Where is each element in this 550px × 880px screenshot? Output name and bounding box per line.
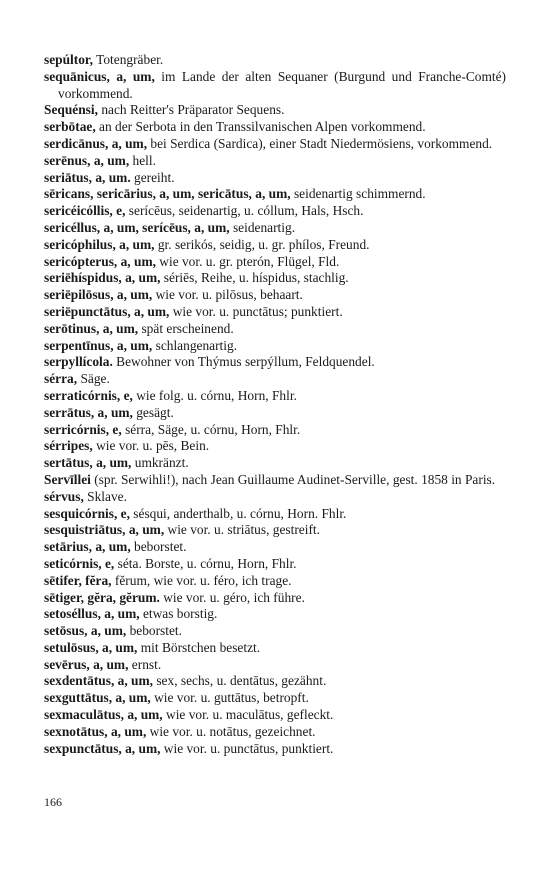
entry-lemma: sētifer, fĕra, <box>44 572 112 588</box>
entry-lemma: sexmaculātus, a, um, <box>44 707 163 723</box>
entry-lemma: serpyllícola. <box>44 354 113 370</box>
entry-lemma: serpentīnus, a, um, <box>44 337 153 353</box>
entry-definition: wie vor. u. striātus, gestreift. <box>164 522 320 538</box>
entry-definition: hell. <box>129 152 156 168</box>
entry <box>44 590 506 607</box>
entry <box>44 254 506 271</box>
entry <box>44 69 506 103</box>
entry-definition: wie folg. u. córnu, Horn, Fhlr. <box>132 387 297 403</box>
entry-lemma: sericéllus, a, um, serícēus, a, um, <box>44 219 230 235</box>
entry-lemma: sericópterus, a, um, <box>44 253 156 269</box>
entry <box>44 405 506 422</box>
entry-lemma: sérripes, <box>44 438 93 454</box>
entry <box>44 606 506 623</box>
entry-definition: gereiht. <box>130 169 175 185</box>
entry <box>44 556 506 573</box>
entry <box>44 338 506 355</box>
entry-definition: beborstet. <box>126 623 182 639</box>
entry <box>44 270 506 287</box>
entry-definition: sériēs, Reihe, u. híspidus, stachlig. <box>160 270 349 286</box>
entry-definition: bei Serdica (Sardica), einer Stadt Niedermösiens, vorkommend. <box>147 135 493 151</box>
entry <box>44 287 506 304</box>
entry-lemma: serōtinus, a, um, <box>44 320 139 336</box>
entry-definition: umkränzt. <box>131 455 189 471</box>
entry-lemma: sepúltor, <box>44 52 93 67</box>
entry-definition: Totengräber. <box>93 52 164 67</box>
entry-definition: séta. Borste, u. córnu, Horn, Fhlr. <box>114 555 297 571</box>
entry-definition: sérra, Säge, u. córnu, Horn, Fhlr. <box>121 421 301 437</box>
entry-definition: (spr. Serwihli!), nach Jean Guillaume Audinet-Serville, gest. 1858 in Paris. <box>90 471 496 487</box>
entry-definition: Sklave. <box>83 488 127 504</box>
entry-list <box>44 52 506 757</box>
entry-lemma: serēnus, a, um, <box>44 152 130 168</box>
entry-definition: seidenartig schimmernd. <box>290 186 426 202</box>
entry <box>44 220 506 237</box>
entry <box>44 539 506 556</box>
entry <box>44 136 506 153</box>
entry-lemma: Servīllei <box>44 471 91 487</box>
entry-lemma: setoséllus, a, um, <box>44 606 140 622</box>
entry <box>44 472 506 489</box>
entry-lemma: sérra, <box>44 371 78 387</box>
entry-definition: wie vor. u. géro, ich führe. <box>159 589 305 605</box>
entry-definition: sésqui, anderthalb, u. córnu, Horn. Fhlr. <box>129 505 347 521</box>
entry-definition: fĕrum, wie vor. u. féro, ich trage. <box>111 572 292 588</box>
entry-lemma: sexpunctātus, a, um, <box>44 740 161 756</box>
entry <box>44 741 506 758</box>
entry <box>44 203 506 220</box>
entry-lemma: seticórnis, e, <box>44 555 115 571</box>
dictionary-page <box>44 52 506 757</box>
entry <box>44 153 506 170</box>
entry <box>44 388 506 405</box>
entry <box>44 438 506 455</box>
entry-lemma: sertātus, a, um, <box>44 455 132 471</box>
page-number: 166 <box>44 795 62 809</box>
entry <box>44 673 506 690</box>
entry-definition: mit Börstchen besetzt. <box>137 639 261 655</box>
entry-definition: wie vor. u. guttātus, betropft. <box>150 690 309 706</box>
entry <box>44 573 506 590</box>
entry-lemma: sequānicus, a, um, <box>44 68 155 84</box>
entry <box>44 304 506 321</box>
entry-definition: sex, sechs, u. dentātus, gezähnt. <box>153 673 327 689</box>
entry-lemma: sēricans, sericārius, a, um, sericātus, a, um, <box>44 186 291 202</box>
entry-definition: wie vor. u. punctātus; punktiert. <box>169 303 343 319</box>
entry <box>44 321 506 338</box>
entry-definition: gesägt. <box>132 404 174 420</box>
entry-definition: schlangenartig. <box>152 337 238 353</box>
entry <box>44 102 506 119</box>
entry-definition: wie vor. u. maculātus, gefleckt. <box>162 707 334 723</box>
entry <box>44 455 506 472</box>
entry-definition: im Lande der alten Sequaner (Burgund und Franche-Comté) vorkommend. <box>58 68 506 101</box>
entry-lemma: sérvus, <box>44 488 84 504</box>
entry-lemma: Sequénsi, <box>44 102 98 118</box>
entry-definition: gr. serikós, seidig, u. gr. phílos, Freund. <box>154 236 370 252</box>
entry-definition: Bewohner von Thýmus serpýllum, Feldquendel. <box>112 354 375 370</box>
entry-lemma: serrātus, a, um, <box>44 404 133 420</box>
entry-definition: wie vor. u. notātus, gezeichnet. <box>146 723 316 739</box>
entry-definition: ernst. <box>128 656 162 672</box>
entry <box>44 690 506 707</box>
entry-definition: wie vor. u. pilōsus, behaart. <box>152 287 303 303</box>
entry <box>44 707 506 724</box>
entry-lemma: seriēpunctātus, a, um, <box>44 303 170 319</box>
entry <box>44 237 506 254</box>
entry-lemma: setulōsus, a, um, <box>44 639 138 655</box>
entry-lemma: sericóphilus, a, um, <box>44 236 155 252</box>
entry-lemma: seriātus, a, um. <box>44 169 131 185</box>
entry <box>44 640 506 657</box>
entry-definition: wie vor. u. pēs, Bein. <box>92 438 210 454</box>
entry-definition: etwas borstig. <box>139 606 218 622</box>
entry-definition: serícēus, seidenartig, u. cóllum, Hals, Hsch. <box>125 203 364 219</box>
entry-definition: spät erscheinend. <box>138 320 234 336</box>
entry-lemma: sesquicórnis, e, <box>44 505 130 521</box>
entry-definition: beborstet. <box>130 539 187 555</box>
entry-definition: seidenartig. <box>229 219 296 235</box>
entry <box>44 52 506 69</box>
entry <box>44 354 506 371</box>
entry-lemma: setōsus, a, um, <box>44 623 127 639</box>
entry-lemma: serraticórnis, e, <box>44 387 133 403</box>
entry-lemma: sevērus, a, um, <box>44 656 129 672</box>
entry <box>44 371 506 388</box>
entry-lemma: serdicānus, a, um, <box>44 135 148 151</box>
entry <box>44 623 506 640</box>
entry-lemma: serricórnis, e, <box>44 421 122 437</box>
entry <box>44 506 506 523</box>
entry <box>44 489 506 506</box>
entry-definition: wie vor. u. punctātus, punktiert. <box>160 740 334 756</box>
entry-definition: wie vor. u. gr. pterón, Flügel, Fld. <box>155 253 340 269</box>
entry <box>44 422 506 439</box>
entry-lemma: setārius, a, um, <box>44 539 131 555</box>
entry-lemma: sexguttātus, a, um, <box>44 690 151 706</box>
entry-lemma: sexdentātus, a, um, <box>44 673 153 689</box>
entry-lemma: sētiger, gĕra, gĕrum. <box>44 589 160 605</box>
entry-definition: an der Serbota in den Transsilvanischen Alpen vorkommend. <box>95 119 426 135</box>
entry <box>44 724 506 741</box>
entry <box>44 186 506 203</box>
entry <box>44 119 506 136</box>
entry-definition: nach Reitter's Präparator Sequens. <box>97 102 285 118</box>
entry-lemma: sesquistriātus, a, um, <box>44 522 165 538</box>
entry-lemma: sexnotātus, a, um, <box>44 723 147 739</box>
entry-lemma: seriēhíspidus, a, um, <box>44 270 161 286</box>
entry-definition: Säge. <box>77 371 110 387</box>
entry-lemma: serbōtae, <box>44 119 96 135</box>
entry-lemma: sericéicóllis, e, <box>44 203 126 219</box>
entry <box>44 170 506 187</box>
entry <box>44 657 506 674</box>
entry <box>44 522 506 539</box>
entry-lemma: seriēpilōsus, a, um, <box>44 287 153 303</box>
